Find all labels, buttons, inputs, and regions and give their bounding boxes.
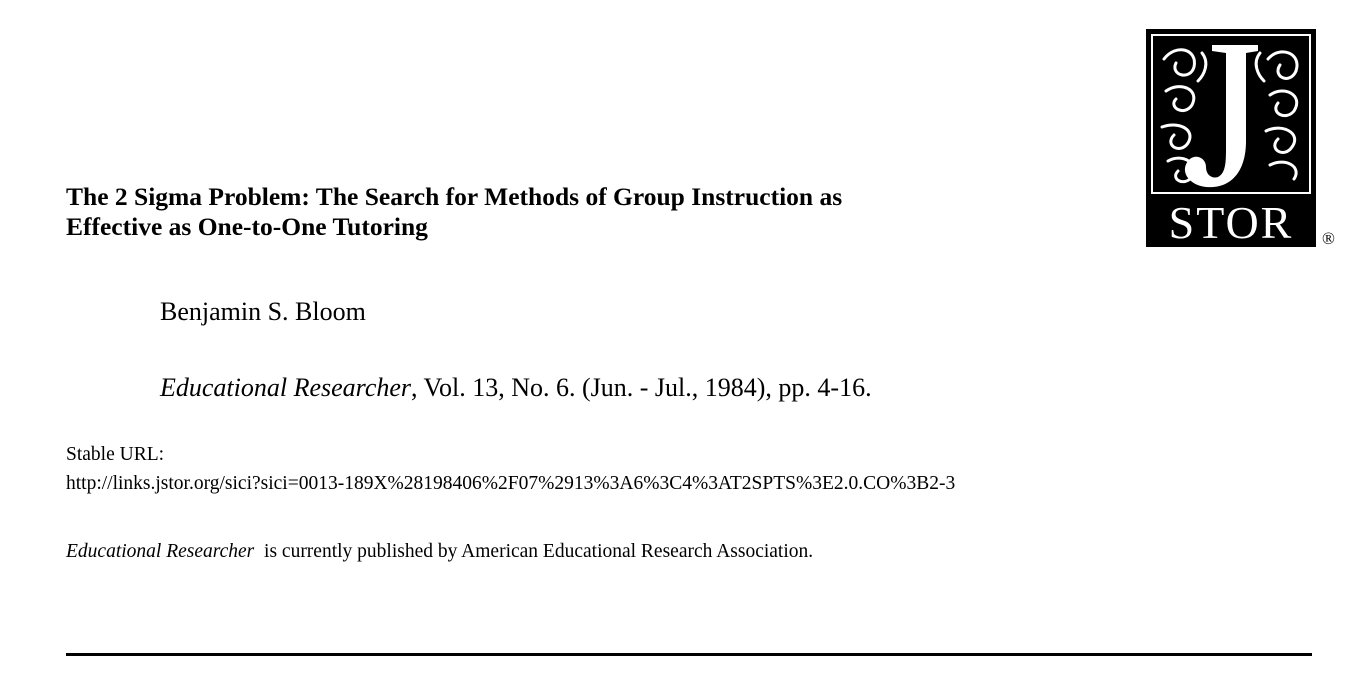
publisher-journal-name: Educational Researcher bbox=[66, 541, 255, 562]
author-name: Benjamin S. Bloom bbox=[160, 297, 366, 326]
horizontal-divider bbox=[66, 653, 1312, 656]
stable-url-link[interactable]: http://links.jstor.org/sici?sici=0013-189X%28198406%2F07%2913%3A6%3C4%3AT2SPTS%3E2.0.CO%3B2-3 bbox=[66, 473, 956, 494]
stable-url-label: Stable URL: bbox=[66, 444, 165, 465]
title-line-2: Effective as One-to-One Tutoring bbox=[66, 212, 428, 241]
title-line-1: The 2 Sigma Problem: The Search for Methods of Group Instruction as bbox=[66, 182, 843, 211]
citation bbox=[160, 372, 872, 404]
article-title bbox=[66, 182, 1066, 242]
jstor-logo-icon bbox=[1146, 29, 1316, 247]
publisher-note bbox=[66, 540, 813, 564]
registered-mark: ® bbox=[1322, 229, 1335, 248]
publisher-text: is currently published by American Educational Research Association. bbox=[254, 541, 814, 562]
logo-text: STOR bbox=[1168, 197, 1294, 247]
citation-details: , Vol. 13, No. 6. (Jun. - Jul., 1984), pp. 4-16. bbox=[411, 373, 872, 402]
journal-name: Educational Researcher bbox=[160, 373, 412, 402]
